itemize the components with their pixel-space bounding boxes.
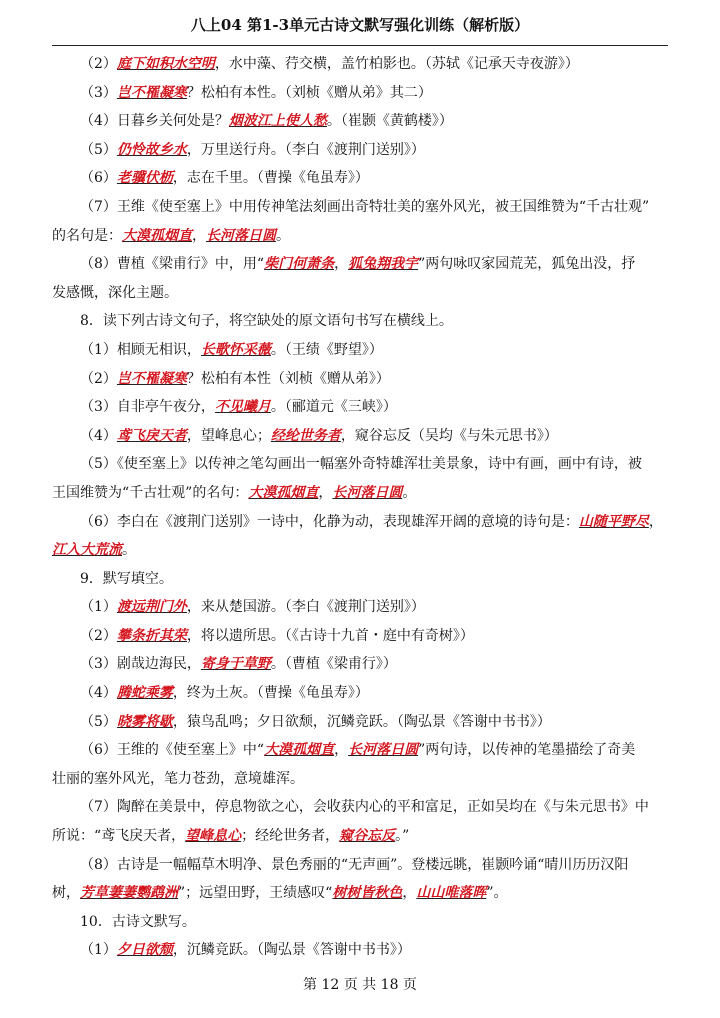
body-text: （6）王维的《使至塞上》中“ <box>80 742 265 759</box>
body-text: ， <box>334 256 349 273</box>
answer-text: 长河落日圆 <box>332 484 403 501</box>
body-text: ，沉鳞竞跃。（陶弘景《答谢中书书》） <box>172 942 411 959</box>
body-text: （4）日暮乡关何处是？ <box>80 113 229 130</box>
body-text: 壮丽的塞外风光，笔力苍劲，意境雄浑。 <box>52 770 304 787</box>
body-text: （2） <box>80 370 117 387</box>
body-text: ， <box>648 513 663 530</box>
answer-text: 腾蛇乘雾 <box>116 685 173 702</box>
answer-text: 岂不罹凝寒 <box>116 370 187 387</box>
body-text: ，来从楚国游。（李白《渡荆门送别》） <box>186 599 425 616</box>
text-line <box>52 879 668 908</box>
body-text: （6） <box>80 170 117 187</box>
text-line <box>52 393 668 422</box>
text-line <box>52 79 668 108</box>
body-text: （7）陶醉在美景中，停息物欲之心，会收获内心的平和富足，正如吴均在《与朱元思书》中 <box>80 799 649 816</box>
text-line <box>52 822 668 851</box>
text-line <box>52 508 668 537</box>
body-text: ，水中藻、荇交横，盖竹柏影也。（苏轼《记承天寺夜游》） <box>214 56 579 72</box>
body-text: 所说：“鸢飞戾天者， <box>52 828 186 845</box>
body-text: 发感慨，深化主题。 <box>52 284 178 301</box>
body-text: （1） <box>80 942 117 959</box>
body-text: ，窥谷忘反（吴均《与朱元思书》） <box>340 427 558 444</box>
body-text: （2） <box>80 627 117 644</box>
answer-text: 不见曦月 <box>214 399 271 416</box>
body-text: （4） <box>80 685 117 702</box>
body-text: ；经纶世务者， <box>241 828 340 845</box>
body-text: 。（郦道元《三峡》） <box>270 399 397 416</box>
answer-text: 山山唯落晖 <box>416 885 487 902</box>
body-text: （8）古诗是一幅幅草木明净、景色秀丽的“无声画”。登楼远眺，崔颢吟诵“晴川历历汉阳 <box>80 856 629 873</box>
body-text: 。 <box>276 227 290 244</box>
answer-text: 夕日欲颓 <box>116 942 173 959</box>
text-line <box>52 736 668 765</box>
text-line <box>52 622 668 651</box>
text-line <box>52 365 668 394</box>
answer-text: 大漠孤烟直 <box>248 484 319 501</box>
text-line <box>52 136 668 165</box>
body-text: （4） <box>80 427 117 444</box>
text-line <box>52 307 668 336</box>
body-text: （3）自非亭午夜分， <box>80 399 215 416</box>
body-text: 。 <box>402 484 417 501</box>
text-line <box>52 908 668 937</box>
text-line <box>52 222 668 251</box>
body-text: ”。 <box>486 885 508 902</box>
body-text: 。 <box>122 542 136 559</box>
text-line <box>52 193 668 222</box>
body-text: 10．古诗文默写。 <box>80 913 196 930</box>
answer-text: 长河落日圆 <box>206 227 276 244</box>
header-divider <box>52 45 668 46</box>
answer-text: 经纶世务者 <box>270 427 341 444</box>
text-line <box>52 536 668 565</box>
body-text: （1）相顾无相识， <box>80 341 201 358</box>
body-text: （8）曹植《梁甫行》中，用“ <box>80 256 265 273</box>
answer-text: 芳草萋萋鹦鹉洲 <box>80 885 178 902</box>
page-footer: 第 12 页 共 18 页 <box>303 977 417 993</box>
body-text: 树， <box>52 885 80 902</box>
body-text: （2） <box>80 56 117 72</box>
answer-text: 长歌怀采薇 <box>200 341 271 358</box>
answer-text: 晓雾将歇 <box>116 713 173 730</box>
body-text: （1） <box>80 599 117 616</box>
text-line <box>52 650 668 679</box>
text-line <box>52 279 668 308</box>
body-text: 王国维赞为“千古壮观”的名句： <box>52 484 249 501</box>
body-text: ， <box>334 742 349 759</box>
answer-text: 长河落日圆 <box>348 742 419 759</box>
text-line <box>52 422 668 451</box>
answer-text: 鸢飞戾天者 <box>116 427 187 444</box>
body-text: 。（曹植《梁甫行》） <box>270 656 397 673</box>
body-text: ？松柏有本性（刘桢《赠从弟》） <box>186 370 390 387</box>
body-text: ，终为土灰。（曹操《龟虽寿》） <box>172 685 369 702</box>
answer-text: 寄身于草野 <box>200 656 271 673</box>
text-line <box>52 593 668 622</box>
answer-text: 攀条折其荣 <box>116 627 187 644</box>
body-text: 。（崔颢《黄鹤楼》） <box>326 113 453 130</box>
body-text: ？松柏有本性。（刘桢《赠从弟》其二） <box>186 84 432 101</box>
text-line <box>52 793 668 822</box>
body-text: ， <box>402 885 417 902</box>
body-text: ，将以遗所思。（《古诗十九首・庭中有奇树》） <box>186 627 474 644</box>
body-text: 。” <box>395 828 410 845</box>
answer-text: 山随平野尽 <box>578 513 649 530</box>
text-line <box>52 936 668 965</box>
body-text: ，万里送行舟。（李白《渡荆门送别》） <box>186 141 425 158</box>
text-line <box>52 107 668 136</box>
body-text: （5）《使至塞上》以传神之笔勾画出一幅塞外奇特雄浑壮美景象，诗中有画，画中有诗，被 <box>80 456 642 473</box>
text-line <box>52 164 668 193</box>
text-line <box>52 765 668 794</box>
body-text: ，望峰息心； <box>186 427 271 444</box>
page-header-title: 八上04 第1-3单元古诗文默写强化训练（解析版） <box>190 16 530 34</box>
body-text: （7）王维《使至塞上》中用传神笔法刻画出奇特壮美的塞外风光，被王国维赞为“千古壮观” <box>80 198 650 215</box>
body-text: （3） <box>80 84 117 101</box>
answer-text: 大漠孤烟直 <box>264 742 335 759</box>
body-text: 的名句是： <box>52 227 122 244</box>
text-line <box>52 851 668 880</box>
answer-text: 柴门何萧条 <box>264 256 335 273</box>
text-line <box>52 450 668 479</box>
body-text: ”两句诗，以传神的笔墨描绘了奇美 <box>418 742 636 759</box>
answer-text: 望峰息心 <box>185 828 242 845</box>
answer-text: 仍怜故乡水 <box>116 141 187 158</box>
body-text: （6）李白在《渡荆门送别》一诗中，化静为动，表现雄浑开阔的意境的诗句是： <box>80 513 579 530</box>
text-line <box>52 565 668 594</box>
body-text: ， <box>318 484 333 501</box>
body-text: ， <box>192 227 206 244</box>
answer-text: 窥谷忘反 <box>339 828 396 845</box>
body-text: ”两句咏叹家园荒芜，狐兔出没，抒 <box>418 256 636 273</box>
body-text: （3）剧哉边海民， <box>80 656 201 673</box>
text-line <box>52 679 668 708</box>
answer-text: 老骥伏枥 <box>116 170 173 187</box>
text-line <box>52 708 668 737</box>
body-text: ，志在千里。（曹操《龟虽寿》） <box>172 170 369 187</box>
answer-text: 岂不罹凝寒 <box>116 84 187 101</box>
text-line <box>52 250 668 279</box>
answer-text: 庭下如积水空明 <box>116 56 215 72</box>
answer-text: 大漠孤烟直 <box>122 227 192 244</box>
answer-text: 树树皆秋色 <box>332 885 403 902</box>
body-text: （5） <box>80 713 117 730</box>
answer-text: 渡远荆门外 <box>116 599 187 616</box>
document-body <box>52 50 668 965</box>
text-line <box>52 479 668 508</box>
answer-text: 烟波江上使人愁 <box>228 113 327 130</box>
body-text: 。（王绩《野望》） <box>270 341 383 358</box>
text-line <box>52 50 668 79</box>
body-text: ，猿鸟乱鸣；夕日欲颓，沉鳞竞跃。（陶弘景《答谢中书书》） <box>172 713 551 730</box>
answer-text: 狐兔翔我宇 <box>348 256 419 273</box>
body-text: （5） <box>80 141 117 158</box>
text-line <box>52 336 668 365</box>
body-text: 8．读下列古诗文句子，将空缺处的原文语句书写在横线上。 <box>80 313 453 330</box>
body-text: 9．默写填空。 <box>80 570 173 587</box>
body-text: ”；远望田野，王绩感叹“ <box>178 885 333 902</box>
answer-text: 江入大荒流 <box>52 542 122 559</box>
